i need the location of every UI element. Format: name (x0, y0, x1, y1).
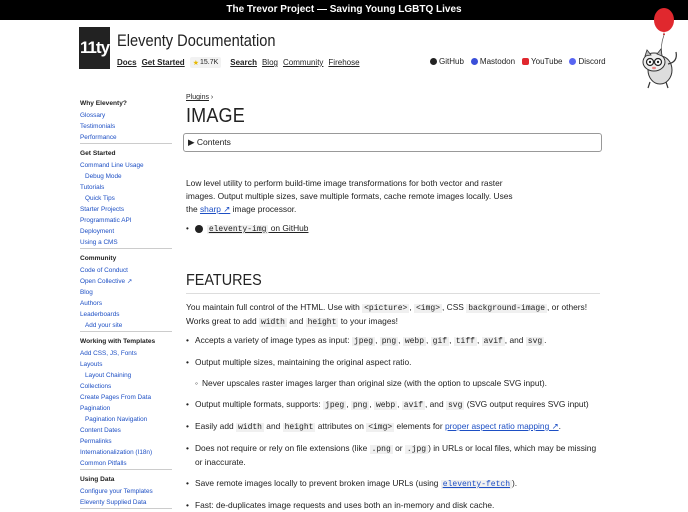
fi-t5: and (286, 316, 306, 326)
sidebar-section-title[interactable]: Get Started (80, 150, 116, 157)
sidebar-item[interactable]: Testimonials (80, 123, 116, 130)
f5-t3: ) in URLs or local files, which may be missing or inaccurate. (195, 443, 597, 467)
possum-balloon-mascot-icon (632, 4, 688, 90)
f3-t3: (SVG output requires SVG input) (464, 399, 589, 409)
sidebar-item[interactable]: Code of Conduct (80, 267, 128, 274)
sidebar-item[interactable]: Pagination Navigation (85, 416, 148, 423)
f1-sep2: , (398, 335, 403, 345)
sidebar-section (80, 476, 172, 509)
social-discord-link[interactable] (569, 57, 605, 66)
nav-firehose-link[interactable]: Firehose (328, 58, 360, 67)
f1-sep3: , (426, 335, 431, 345)
f1-c3: webp (404, 337, 425, 346)
breadcrumb-separator: › (210, 94, 214, 101)
list-item (186, 377, 600, 390)
f5-t1: Does not require or rely on file extensions (like (195, 443, 370, 453)
sidebar-item[interactable]: Configure your Templates (80, 488, 153, 495)
sidebar-item[interactable]: Leaderboards (80, 311, 120, 318)
f4-t5: . (558, 421, 561, 431)
social-youtube-label: YouTube (531, 57, 563, 66)
sidebar-item[interactable]: Create Pages From Data (80, 394, 152, 401)
f4-t3: attributes on (315, 421, 367, 431)
sidebar-section (80, 150, 172, 249)
list-item (186, 398, 600, 412)
social-youtube-link[interactable] (522, 57, 562, 66)
f3-t2: , and (425, 399, 446, 409)
sidebar-section-title[interactable]: Working with Templates (80, 338, 156, 345)
github-icon (430, 58, 437, 65)
fi-c2: <img> (416, 304, 441, 313)
github-stars-badge[interactable] (190, 57, 222, 68)
f2sub-t1: Never upscales raster images larger than original size (with the option to upscale SVG input). (202, 378, 547, 388)
sidebar-section-title[interactable]: Community (80, 255, 117, 262)
f5-c1: .png (371, 445, 391, 454)
fi-t2: , (409, 302, 414, 312)
nav-community-link[interactable]: Community (282, 58, 324, 67)
list-bullet: • (186, 224, 189, 233)
list-item (186, 477, 600, 491)
f6-t1: Save remote images locally to prevent broken image URLs (using (195, 478, 441, 488)
f3-c2: png (352, 401, 368, 410)
breadcrumb (186, 94, 602, 101)
sidebar-item[interactable]: Tutorials (80, 184, 105, 191)
list-item (186, 356, 600, 369)
eleventy-img-github-link[interactable] (207, 223, 309, 234)
social-discord-label: Discord (578, 57, 606, 66)
sidebar-item[interactable]: Content Dates (80, 427, 121, 434)
mastodon-icon (471, 58, 478, 65)
eleventy-fetch-link[interactable] (441, 478, 512, 488)
social-github-label: GitHub (439, 57, 464, 66)
discord-icon (569, 58, 576, 65)
sidebar-section (80, 100, 172, 144)
f4-c1: width (237, 423, 262, 432)
intro-paragraph (186, 177, 526, 216)
top-nav (117, 57, 365, 68)
fi-t1: You maintain full control of the HTML. Use with (186, 302, 363, 312)
f6-t2: ). (512, 478, 518, 488)
sidebar-item[interactable]: Command Line Usage (80, 162, 144, 169)
gh-text: on GitHub (268, 223, 309, 233)
list-item (186, 442, 600, 469)
f6-c1: eleventy-fetch (442, 480, 511, 489)
f1-sep5: , (476, 335, 482, 345)
sidebar-item[interactable]: Open Collective ↗ (80, 278, 133, 285)
sidebar-section-title[interactable]: Using Data (80, 476, 115, 483)
sidebar-item[interactable]: Add your site (85, 322, 123, 329)
fi-c5: height (307, 318, 337, 327)
sidebar-item[interactable]: Starter Projects (80, 206, 125, 213)
intro-text-a: Low level utility to perform build-time image transformations for both vector and raster images. Output multiple sizes, save multiple formats, cache remote images locally. Uses the (186, 178, 513, 214)
sidebar-item[interactable]: Eleventy Supplied Data (80, 499, 147, 506)
f3-sep2: , (369, 399, 374, 409)
f3-c3: webp (375, 401, 396, 410)
features-intro (186, 301, 596, 329)
sidebar-item[interactable]: Pagination (80, 405, 111, 412)
features-heading (186, 272, 600, 294)
sidebar-item[interactable]: Layout Chaining (85, 372, 132, 379)
f1-c6: avif (483, 337, 503, 346)
intro-text-b: image processor. (230, 204, 297, 214)
sidebar-item[interactable]: Quick Tips (85, 195, 115, 202)
f1-t3: . (544, 335, 547, 345)
f1-c4: gif (432, 337, 448, 346)
announcement-banner[interactable]: The Trevor Project — Saving Young LGBTQ Lives (0, 0, 688, 20)
f3-c5: svg (447, 401, 463, 410)
sidebar-item[interactable]: Collections (80, 383, 112, 390)
f1-sep1: , (375, 335, 380, 345)
fi-t3: , CSS (442, 302, 467, 312)
fi-c3: background-image (468, 304, 546, 313)
nav-blog-link[interactable]: Blog (261, 58, 278, 67)
fi-c1: <picture> (364, 304, 408, 313)
sidebar-item[interactable]: Deployment (80, 228, 115, 235)
sidebar-item[interactable]: Permalinks (80, 438, 112, 445)
sidebar-item[interactable]: Authors (80, 300, 103, 307)
sidebar-item[interactable]: Blog (80, 289, 93, 296)
f4-t2: and (263, 421, 283, 431)
sidebar-section (80, 255, 172, 332)
breadcrumb-plugins-link[interactable]: Plugins (186, 94, 209, 101)
sidebar-item[interactable]: Using a CMS (80, 239, 118, 246)
list-item (186, 420, 600, 434)
f7-t1: Fast: de-duplicates image requests and uses both an in-memory and disk cache. (195, 500, 495, 510)
sidebar-item[interactable]: Add CSS, JS, Fonts (80, 350, 137, 357)
social-github-link[interactable] (430, 57, 464, 66)
f4-t1: Easily add (195, 421, 236, 431)
social-mastodon-label: Mastodon (479, 57, 516, 66)
f3-t1: Output multiple formats, supports: (195, 399, 324, 409)
youtube-icon (522, 58, 529, 65)
sidebar-nav (80, 96, 172, 512)
f1-t1: Accepts a variety of image types as input: (195, 335, 352, 345)
fi-t6: to your images! (338, 316, 398, 326)
f3-c1: jpeg (325, 401, 345, 410)
gh-code: eleventy-img (208, 225, 267, 234)
contents-disclosure[interactable]: ▶ Contents (183, 133, 602, 152)
f3-sep1: , (346, 399, 351, 409)
sidebar-item[interactable]: Performance (80, 134, 117, 141)
sidebar-item[interactable]: Internationalization (I18n) (80, 449, 153, 456)
nav-docs-link[interactable]: Docs (117, 58, 137, 67)
site-title[interactable]: Eleventy Documentation (117, 31, 276, 50)
sidebar-item[interactable]: Programmatic API (80, 217, 132, 224)
star-count: 15.7K (199, 59, 219, 66)
f2-t1: Output multiple sizes, maintaining the original aspect ratio. (195, 357, 412, 367)
f3-sep3: , (397, 399, 402, 409)
f5-c2: .jpg (406, 445, 427, 454)
sharp-link[interactable]: sharp ↗ (199, 204, 231, 214)
features-heading-text: FEATURES (186, 272, 262, 289)
nav-search-link[interactable]: Search (230, 58, 257, 67)
sidebar-item[interactable]: Glossary (80, 112, 106, 119)
sidebar-item[interactable]: Debug Mode (85, 173, 122, 180)
f1-c2: png (381, 337, 397, 346)
github-icon (195, 225, 203, 233)
page-title: IMAGE (186, 105, 245, 127)
social-mastodon-link[interactable] (471, 57, 515, 66)
features-list (186, 334, 600, 512)
f4-t4: elements for (394, 421, 445, 431)
f1-sep4: , (449, 335, 454, 345)
sidebar-item[interactable]: Layouts (80, 361, 103, 368)
nav-get-started-link[interactable]: Get Started (141, 58, 185, 67)
site-logo[interactable]: 11ty (79, 27, 110, 69)
f1-t2: , and (504, 335, 526, 345)
f3-c4: avif (403, 401, 423, 410)
aspect-ratio-link[interactable]: proper aspect ratio mapping ↗ (444, 421, 559, 431)
f1-c1: jpeg (353, 337, 374, 346)
f5-t2: or (392, 443, 405, 453)
sidebar-item[interactable]: Common Pitfalls (80, 460, 127, 467)
github-repo-item (186, 223, 308, 234)
fi-c4: width (260, 318, 285, 327)
f4-c2: height (284, 423, 314, 432)
main-content (186, 94, 602, 510)
list-item (186, 499, 600, 512)
social-links (430, 57, 613, 66)
f1-c7: svg (527, 337, 543, 346)
f4-c3: <img> (368, 423, 393, 432)
fi-t4: , or others! Works great to add (186, 302, 588, 326)
star-icon: ★ (192, 59, 199, 67)
sidebar-section (80, 338, 172, 470)
list-item (186, 334, 600, 348)
sidebar-section-title[interactable]: Why Eleventy? (80, 100, 127, 107)
f1-c5: tiff (455, 337, 475, 346)
